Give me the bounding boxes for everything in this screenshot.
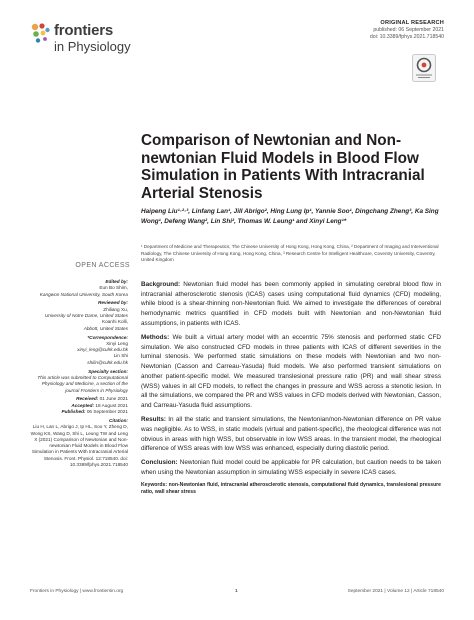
reviewer-name: Zhiliang Xu, — [103, 306, 128, 312]
correspondent-email[interactable]: shilin@cuhk.edu.hk — [87, 359, 128, 365]
article-type: ORIGINAL RESEARCH — [380, 20, 444, 26]
logo-text-journal: in Physiology — [54, 39, 131, 54]
specialty-section-label: Specialty section: — [88, 368, 128, 374]
reviewed-by-label: Reviewed by: — [98, 300, 128, 306]
specialty-section-text: This article was submitted to Computational Physiology and Medicine, a section of the journal Frontiers in Physiology — [37, 374, 128, 393]
article-sidebar — [30, 279, 128, 468]
article-meta — [370, 20, 444, 41]
editor-name: Eun Bo Shim, — [99, 285, 128, 291]
footer-issue-info: September 2021 | Volume 12 | Article 718540 — [347, 589, 444, 594]
correspondent-email[interactable]: xinyi_leng@cuhk.edu.hk — [77, 347, 128, 353]
edited-by-label: Edited by: — [105, 279, 128, 284]
author-list: Haipeng Liu¹·²·³, Linfang Lan¹, Jill Abrigo², Hing Lung Ip¹, Yannie Soo¹, Dingchang Zheng³, Ka Sing Wong¹, Defeng Wang², Lin Shi², Thomas W. Leung¹ and Xinyi Leng¹* — [141, 208, 439, 226]
citation-label: Citation: — [108, 417, 128, 423]
journal-logo — [30, 20, 180, 60]
correspondent-name: Lin Shi — [113, 353, 128, 359]
citation-text: Liu H, Lan L, Abrigo J, Ip HL, Soo Y, Zheng D, Wong KS, Wang D, Shi L, Leung TW and Leng X (2021) Comparison of Newtonian and Non-newtonian Fluid Models in Blood Flow Simulation in Patients With Intracranial Arterial Stenosis. Front. Physiol. 12:718540. doi: 10.3389/fphys.2021.718540 — [30, 424, 128, 467]
logo-text-frontiers: frontiers — [54, 22, 114, 39]
article-title: Comparison of Newtonian and Non-newtonian Fluid Models in Blood Flow Simulation in Patients With Intracranial Arterial Stenosis — [141, 132, 425, 202]
abstract — [141, 280, 441, 501]
page-number: 1 — [235, 589, 238, 594]
editor-affiliation: Kangwon National University, South Korea — [39, 291, 128, 297]
reviewer-name: Koanhi Kolli, — [101, 319, 128, 325]
published-line: published: 06 September 2021 — [373, 27, 444, 33]
doi-link[interactable]: doi: 10.3389/fphys.2021.718540 — [369, 34, 444, 40]
abstract-conclusion: Conclusion: Newtonian fluid model could be applicable for PR calculation, but caution needs to be taken when using the Newtonian assumption in simulating WSS especially in severe ICAS cases. — [141, 459, 442, 477]
received-line: Received: 01 June 2021 — [76, 396, 128, 402]
accepted-line: Accepted: 18 August 2021 — [71, 402, 128, 408]
published-date-line: Published: 06 September 2021 — [61, 409, 128, 415]
affiliations: ¹ Department of Medicine and Therapeutics, The Chinese University of Hong Kong, Hong Kong, China, ² Department of Imaging and Interventional Radiology, The Chinese University of Hong Kong, Hong Kong, China, ³ Research Centre for Intelligent Healthcare, Coventry University, Coventry, United Kingdom — [141, 244, 439, 263]
check-for-updates-icon — [412, 54, 436, 82]
frontiers-logo-icon — [30, 22, 52, 44]
open-access-label: OPEN ACCESS — [75, 262, 130, 269]
footer-journal-link[interactable]: Frontiers in Physiology | www.frontiersin.org — [30, 589, 124, 594]
page-footer — [30, 589, 444, 597]
abstract-results: Results: In all the static and transient simulations, the Newtonian/non-Newtonian difference on PR value was negligible. As to WSS, in static models (virtual and patient-specific), the rheological difference was not obvious in areas with high WSS, but observable in low WSS areas. In the transient model, the rheological difference of WSS areas with low WSS was enhanced, especially during diastolic period. — [141, 416, 442, 453]
correspondent-name: Xinyi Leng — [106, 340, 128, 346]
correspondence-label: *Correspondence: — [87, 334, 128, 340]
reviewer-affiliation: University of Notre Dame, United States — [44, 313, 128, 319]
check-for-updates-badge[interactable] — [412, 54, 436, 82]
abstract-methods: Methods: We built a virtual artery model with an eccentric 75% stenosis and performed static CFD simulation. We also constructed CFD models in three patients with ICAS of different severities in the luminal stenosis. We performed static simulations on these models with Newtonian and two non-Newtonian (Casson and Carreau-Yasuda) fluid models. We also performed transient simulations on another patient-specific model. We measured translesional pressure ratio (PR) and wall shear stress (WSS) values in all CFD models, to reflect the changes in pressure and WSS across a stenotic lesion. In all the simulations, we compared the PR and WSS values in CFD models derived with Newtonian, Casson, and Carreau-Yasuda fluid assumptions. — [141, 334, 441, 409]
abstract-background: Background: Newtonian fluid model has been commonly applied in simulating cerebral blood flow in intracranial atherosclerotic stenosis (ICAS) cases using computational fluid dynamics (CFD) modeling, while blood is a shear-thinning non-Newtonian fluid. We aimed to investigate the differences of cerebral hemodynamic metrics quantified in CFD models built with Newtonian and non-Newtonian fluid assumptions, in patients with ICAS. — [141, 281, 442, 327]
keywords: Keywords: non-Newtonian fluid, intracranial atherosclerotic stenosis, computational fluid dynamics, translesional pressure ratio, wall shear stress — [141, 482, 441, 496]
reviewer-affiliation: Abbott, United States — [83, 325, 128, 331]
